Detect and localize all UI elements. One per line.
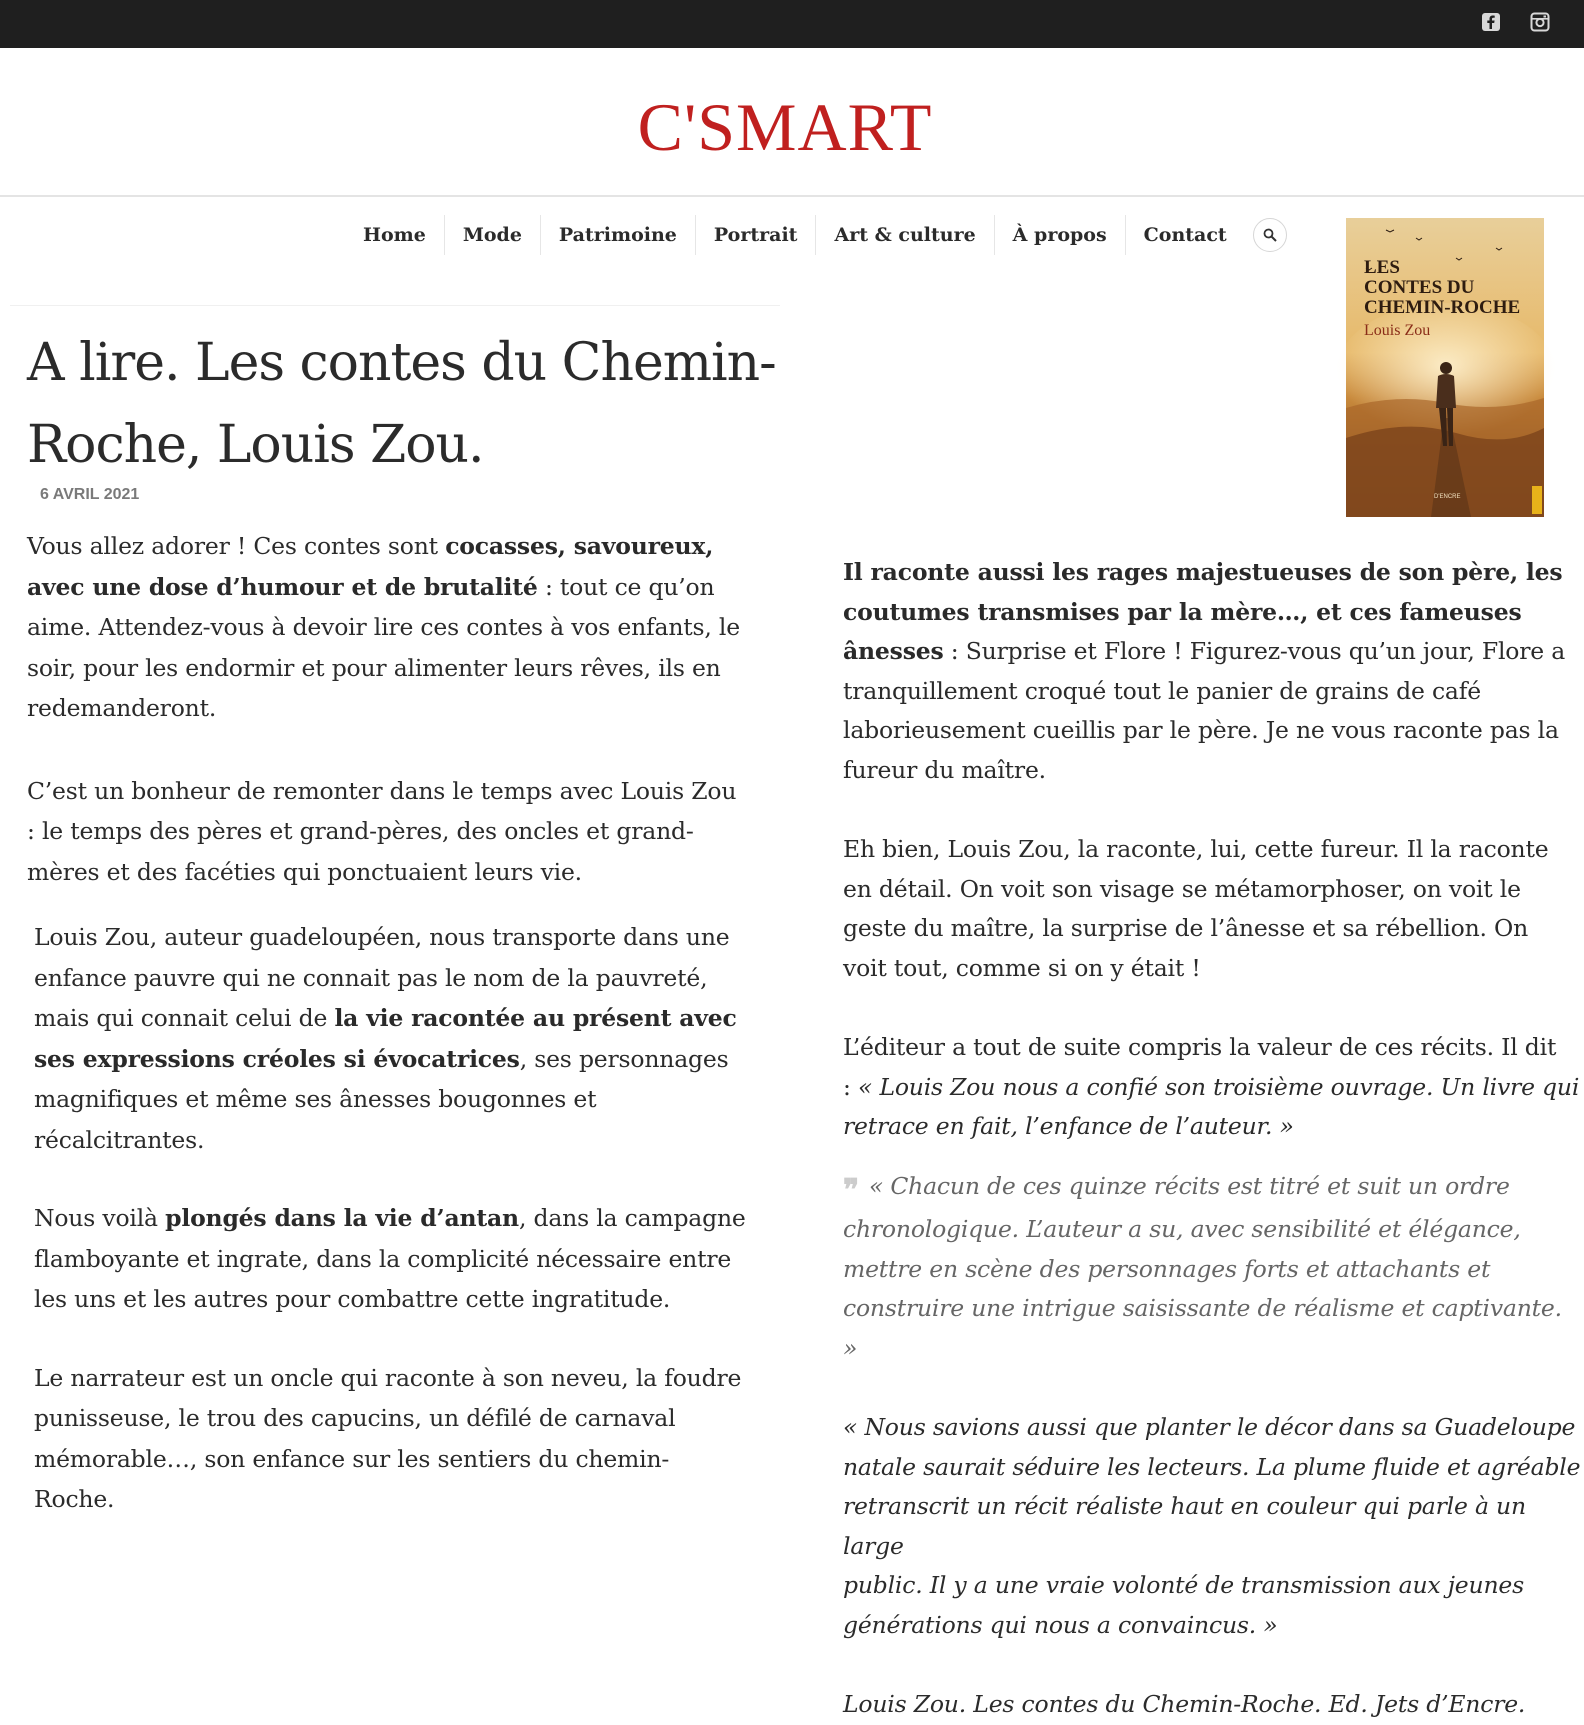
- bold-text: cocasses, savoureux,: [445, 532, 714, 560]
- text-run: mettre en scène des personnages forts et attachants et: [843, 1254, 1491, 1283]
- book-title-line-2: CONTES DU: [1364, 277, 1475, 298]
- text-run: mères et des facéties qui ponctuaient leurs vie.: [27, 857, 582, 886]
- left-column-intro: [27, 526, 787, 892]
- paragraph-reference: [843, 1685, 1583, 1725]
- nav-item-mode[interactable]: Mode: [444, 215, 540, 255]
- text-run: Louis Zou. Les contes du Chemin-Roche. Ed. Jets d’Encre.: [843, 1690, 1526, 1718]
- paragraph-auteur: [34, 917, 794, 1160]
- nav-item-a-propos[interactable]: À propos: [994, 215, 1125, 255]
- left-column-main: [34, 917, 794, 1520]
- text-run: , dans la campagne: [518, 1204, 746, 1232]
- instagram-icon[interactable]: [1529, 11, 1551, 33]
- text-run: chronologique. L’auteur a su, avec sensibilité et élégance,: [843, 1215, 1521, 1243]
- book-publisher: D'ENCRE: [1434, 494, 1461, 500]
- book-author: Louis Zou: [1364, 322, 1431, 339]
- right-column: [843, 553, 1583, 1725]
- text-run: voit tout, comme si on y était !: [843, 953, 1201, 982]
- main-nav: [345, 215, 1287, 255]
- header-divider: [0, 195, 1584, 197]
- paragraph-bonheur: [27, 771, 787, 893]
- text-run: fureur du maître.: [843, 755, 1046, 784]
- text-run: générations qui nous a convaincus. »: [843, 1610, 1278, 1639]
- text-run: C’est un bonheur de remonter dans le temps avec Louis Zou: [27, 776, 737, 805]
- text-run: récalcitrantes.: [34, 1125, 205, 1154]
- article-date: 6 AVRIL 2021: [40, 486, 140, 503]
- text-run: tranquillement croqué tout le panier de grains de café: [843, 676, 1481, 705]
- article-title: [27, 322, 787, 486]
- paragraph-rages: [843, 553, 1583, 790]
- text-run: : tout ce qu’on: [537, 572, 715, 601]
- search-button[interactable]: [1253, 218, 1287, 252]
- paragraph-antan: [34, 1198, 794, 1320]
- text-run: : Surprise et Flore ! Figurez-vous qu’un jour, Flore a: [943, 637, 1566, 665]
- bold-text: plongés dans la vie d’antan: [165, 1204, 519, 1232]
- text-run: les uns et les autres pour combattre cette ingratitude.: [34, 1285, 671, 1313]
- text-run: construire une intrigue saisissante de réalisme et captivante. »: [843, 1294, 1562, 1362]
- text-run: flamboyante et ingrate, dans la complicité nécessaire entre: [34, 1244, 732, 1273]
- top-bar: [0, 0, 1584, 48]
- nav-item-home[interactable]: Home: [363, 224, 426, 246]
- text-run: mais qui connait celui de: [34, 1004, 335, 1032]
- book-title-line-3: CHEMIN-ROCHE: [1364, 297, 1521, 318]
- text-run: punisseuse, le trou des capucins, un défilé de carnaval: [34, 1404, 676, 1432]
- bold-text: coutumes transmises par la mère…, et ces fameuses: [843, 597, 1522, 626]
- bold-text: ses expressions créoles si évocatrices: [34, 1044, 520, 1073]
- paragraph-guadeloupe: [843, 1408, 1583, 1645]
- text-run: Le narrateur est un oncle qui raconte à son neveu, la foudre: [34, 1363, 742, 1392]
- paragraph-narrateur: [34, 1358, 794, 1520]
- text-run: magnifiques et même ses ânesses bougonnes et: [34, 1085, 597, 1113]
- italic-text: « Louis Zou nous a confié son troisième ouvrage. Un livre qui: [858, 1072, 1580, 1101]
- blockquote: [843, 1167, 1583, 1369]
- text-run: en détail. On voit son visage se métamorphoser, on voit le: [843, 874, 1521, 903]
- text-run: enfance pauvre qui ne connait pas le nom de la pauvreté,: [34, 963, 708, 992]
- text-run: L’éditeur a tout de suite compris la valeur de ces récits. Il dit: [843, 1033, 1557, 1061]
- text-run: aime. Attendez-vous à devoir lire ces contes à vos enfants, le: [27, 613, 740, 641]
- text-run: Louis Zou, auteur guadeloupéen, nous transporte dans une: [34, 923, 730, 951]
- facebook-icon[interactable]: [1480, 11, 1502, 33]
- bold-text: la vie racontée au présent avec: [334, 1004, 737, 1032]
- text-run: retranscrit un récit réaliste haut en couleur qui parle à un large: [843, 1492, 1526, 1560]
- text-run: « Nous savions aussi que planter le décor dans sa Guadeloupe: [843, 1413, 1576, 1441]
- text-run: soir, pour les endormir et pour alimenter leurs rêves, ils en: [27, 653, 721, 682]
- bold-text: ânesses: [843, 637, 944, 665]
- text-run: redemanderont.: [27, 694, 217, 722]
- text-run: geste du maître, la surprise de l’ânesse et sa rébellion. On: [843, 914, 1529, 942]
- text-run: mémorable…, son enfance sur les sentiers du chemin-: [34, 1444, 670, 1473]
- paragraph-editeur: [843, 1028, 1583, 1147]
- paragraph-fureur: [843, 830, 1583, 988]
- text-run: Roche.: [34, 1485, 115, 1513]
- book-title-line-1: LES: [1364, 257, 1400, 278]
- article-title-line-1: A lire. Les contes du Chemin-: [27, 333, 776, 393]
- text-run: Nous voilà: [34, 1204, 166, 1232]
- paragraph-intro: [27, 526, 787, 729]
- book-title: [1364, 258, 1520, 318]
- text-run: , ses personnages: [519, 1044, 729, 1073]
- bold-text: Il raconte aussi les rages majestueuses de son père, les: [843, 558, 1563, 586]
- bold-text: avec une dose d’humour et de brutalité: [27, 572, 538, 601]
- nav-item-patrimoine[interactable]: Patrimoine: [540, 215, 695, 255]
- article-title-line-2: Roche, Louis Zou.: [27, 415, 484, 475]
- text-run: Eh bien, Louis Zou, la raconte, lui, cette fureur. Il la raconte: [843, 835, 1549, 863]
- text-run: natale saurait séduire les lecteurs. La plume fluide et agréable: [843, 1452, 1581, 1481]
- italic-text: retrace en fait, l’enfance de l’auteur. »: [843, 1112, 1294, 1140]
- nav-item-portrait[interactable]: Portrait: [695, 215, 816, 255]
- nav-item-art-culture[interactable]: Art & culture: [815, 215, 993, 255]
- text-run: public. Il y a une vraie volonté de transmission aux jeunes: [843, 1571, 1524, 1599]
- text-run: « Chacun de ces quinze récits est titré et suit un ordre: [868, 1171, 1510, 1200]
- text-run: :: [843, 1072, 858, 1101]
- text-run: laborieusement cueillis par le père. Je ne vous raconte pas la: [843, 716, 1559, 744]
- nav-item-contact[interactable]: Contact: [1125, 215, 1245, 255]
- search-icon: [1263, 228, 1277, 242]
- content-divider: [10, 305, 780, 306]
- quote-icon: ❞: [843, 1172, 859, 1208]
- book-cover-image[interactable]: [1346, 218, 1544, 517]
- site-logo[interactable]: C'SMART: [637, 89, 933, 165]
- text-run: Vous allez adorer ! Ces contes sont: [27, 532, 446, 560]
- text-run: : le temps des pères et grand-pères, des oncles et grand-: [27, 817, 694, 845]
